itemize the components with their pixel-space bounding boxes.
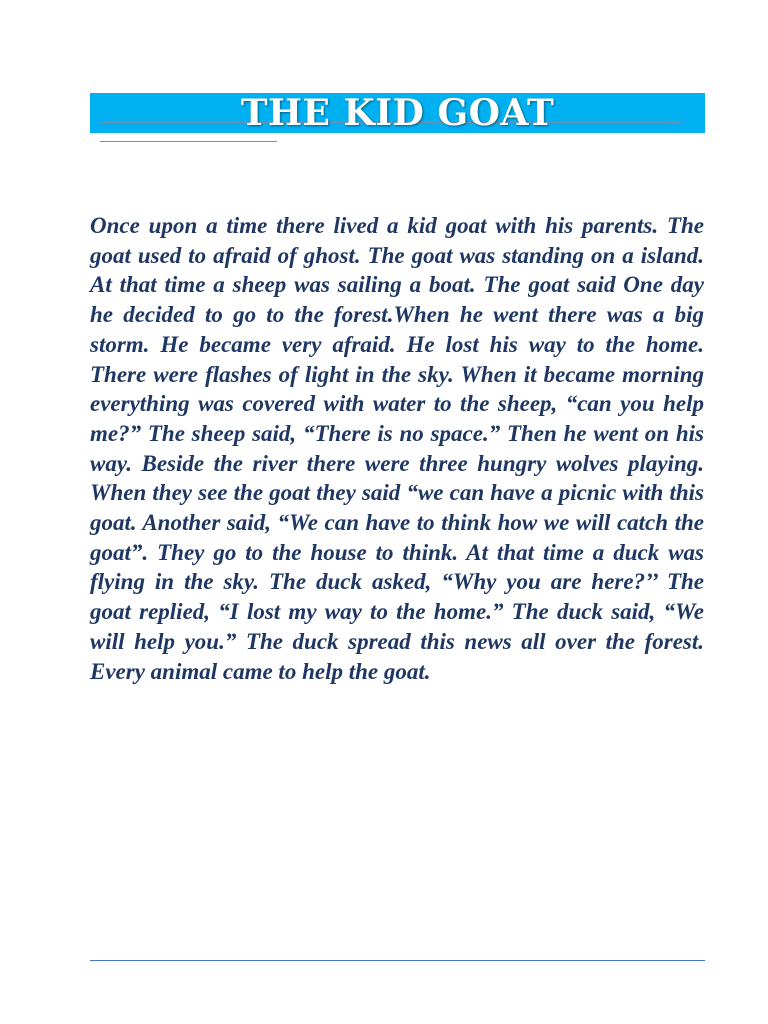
page-title: THE KID GOAT <box>240 92 555 134</box>
title-underline <box>100 141 277 142</box>
footer-divider <box>90 960 705 961</box>
story-paragraph: Once upon a time there lived a kid goat with his parents. The goat used to afraid of ghost. The goat was standing on a island. At that time a sheep was sailing a boat. The goat said One day he decided to go to the forest.When he went there was a big storm. He became very afraid. He lost his way to the home. There were flashes of light in the sky. When it became morning everything was covered with water to the sheep, “can you help me?” The sheep said, “There is no space.” Then he went on his way. Beside the river there were three hungry wolves playing. When they see the goat they said “we can have a picnic with this goat. Another said, “We can have to think how we will catch the goat”. They go to the house to think. At that time a duck was flying in the sky. The duck asked, “Why you are here?’’ The goat replied, “I lost my way to the home.” The duck said, “We will help you.” The duck spread this news all over the forest. Every animal came to help the goat. <box>90 213 704 684</box>
